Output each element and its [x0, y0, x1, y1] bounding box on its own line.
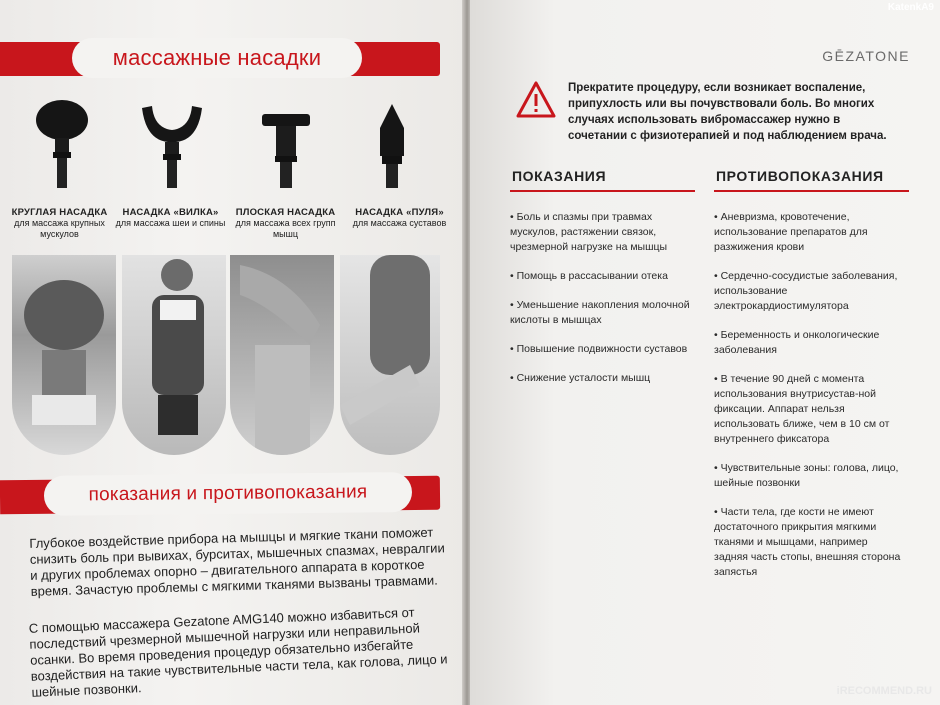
warning-text: Прекратите процедуру, если возникает воспаление, припухлость или вы почувствовали боль. Во многих случаях использовать вибромассажер нужно в сочетании с физиотерапией и под наблюдением врача. [568, 82, 887, 142]
attachment-caption: КРУГЛАЯ НАСАДКА для массажа крупных мускулов [11, 207, 108, 239]
left-page [0, 0, 466, 705]
list-item: • Снижение усталости мышц [510, 372, 651, 384]
attachment-caption: ПЛОСКАЯ НАСАДКА для массажа всех групп мышц [235, 207, 336, 239]
photo-man-neck [122, 255, 226, 455]
indications-rule [510, 190, 695, 192]
list-item: • Аневризма, кровотечение, использование препаратов для разжижения крови [714, 211, 868, 253]
photo-arm [340, 255, 440, 455]
fork-head-icon [132, 98, 212, 198]
attachments-row [14, 98, 454, 198]
paragraph-1: Глубокое воздействие прибора на мышцы и мягкие ткани поможет снизить боль при вывихах, бурситах, мышечных спазмах, невралгии и других проблемах опорно – двигательного аппарата в короткое время. Зачастую проблемы с мягкими тканями вызваны травмами. [29, 524, 445, 599]
list-item: • Сердечно-сосудистые заболевания, использование электрокардиостимулятора [714, 270, 898, 312]
brand-logo: GĒZATONE [822, 48, 910, 64]
list-item: • Повышение подвижности суставов [510, 343, 688, 355]
contraindications-rule [714, 190, 909, 192]
list-item: • Беременность и онкологические заболевания [714, 329, 880, 356]
contraindications-list [714, 210, 904, 594]
attachments-banner [0, 42, 440, 76]
user-watermark: KatenkA9 [887, 2, 934, 13]
warning-icon [515, 80, 557, 120]
flat-head-icon [246, 98, 326, 198]
bullet-head-icon [352, 98, 432, 198]
attachments-title: массажные насадки [72, 38, 362, 78]
indications-title: показания и противопоказания [44, 472, 412, 516]
photo-knee [230, 255, 334, 455]
list-item: • В течение 90 дней с момента использования внутрисустав-ной фиксации. Аппарат нельзя использовать ближе, чем в 10 см от внутреннего фиксатора [714, 373, 890, 445]
right-page [470, 0, 940, 705]
round-head-icon [22, 98, 102, 198]
list-item: • Части тела, где кости не имеют достаточного прикрытия мягкими тканями и мышцами, например задняя часть стопы, внешняя сторона запястья [714, 506, 901, 578]
paragraph-2: С помощью массажера Gezatone AMG140 можно избавиться от последствий чрезмерной мышечной нагрузки или неправильной осанки. Во время проведения процедур обязательно избегайте воздействия на такие чувствительные части тела, как голова, лицо и шейные позвонки. [28, 604, 448, 700]
photo-back-massage [12, 255, 116, 455]
list-item: • Помощь в рассасывании отека [510, 270, 668, 282]
contraindications-header: ПРОТИВОПОКАЗАНИЯ [716, 168, 884, 184]
attachment-caption: НАСАДКА «ВИЛКА» для массажа шеи и спины [115, 207, 226, 228]
list-item: • Боль и спазмы при травмах мускулов, растяжении связок, чрезмерной нагрузке на мышцы [510, 211, 668, 253]
indications-list [510, 210, 700, 400]
list-item: • Чувствительные зоны: голова, лицо, шейные позвонки [714, 462, 899, 489]
attachment-caption: НАСАДКА «ПУЛЯ» для массажа суставов [352, 207, 447, 228]
list-item: • Уменьшение накопления молочной кислоты в мышцах [510, 299, 690, 326]
indications-header: ПОКАЗАНИЯ [512, 168, 607, 184]
indications-banner [0, 476, 440, 515]
site-watermark: iRECOMMEND.RU [836, 685, 932, 697]
